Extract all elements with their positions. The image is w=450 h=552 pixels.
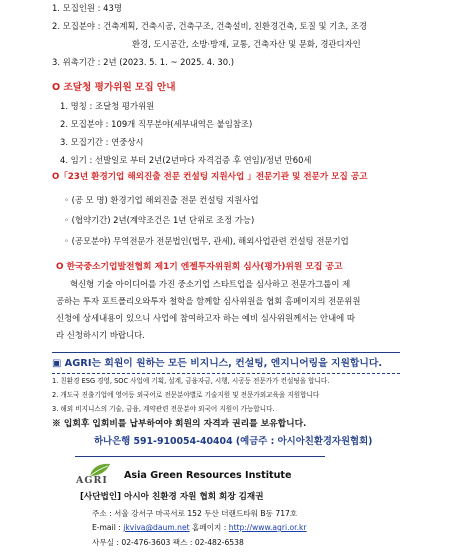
sec1-item: 3. 모집기간 : 연중상시 — [60, 137, 144, 147]
agri-logo — [74, 462, 120, 488]
sec1-title: O 조달청 평가위원 모집 안내 — [52, 82, 176, 93]
website-label: 홈페이지 : — [189, 523, 229, 532]
agri-item: 3. 해외 비지니스의 기술, 금융, 계약관련 전문분야 외국어 지원이 가능합니다. — [52, 405, 275, 413]
agri-membership-note: ※ 입회후 입회비를 납부하여야 회원의 자격과 권리를 보유합니다. — [52, 419, 307, 429]
sec2-item: ◦ (공모분야) 무역전문가 전문법인(법무, 관세), 해외사업관련 컨설팅 전문기업 — [64, 236, 349, 246]
sec1-item: 2. 모집분야 : 109개 직무분야(세부내역은 붙임참조) — [60, 119, 253, 129]
org-address: 주소 : 서울 강서구 마곡서로 152 두산 더랜드타워 B동 717호 — [92, 509, 298, 518]
org-contact-links — [92, 523, 307, 533]
email-label: E-mail : — [92, 523, 124, 532]
org-corporate-name: [사단법인] 아시아 친환경 자원 협회 회장 김재권 — [80, 492, 264, 502]
divider-top — [52, 352, 400, 353]
sec2-item: ◦ (공 모 명) 환경기업 해외진출 전문 컨설팅 지원사업 — [64, 195, 259, 205]
agri-bank-account: 하나은행 591-910054-40404 (예금주 : 아시아친환경자원협회) — [94, 436, 373, 447]
intro-item-fields: 2. 모집분야 : 건축계획, 건축시공, 건축구조, 건축설비, 친환경건축, 토질 및 기초, 조경 — [52, 21, 367, 31]
agri-headline: ▣ AGRI는 회원이 원하는 모든 비지니스, 컨설팅, 엔지니어링을 지원합니다. — [52, 358, 383, 369]
intro-item-recruits: 1. 모집인원 : 43명 — [52, 3, 122, 13]
logo-text: AGRI — [76, 475, 108, 486]
sec1-item: 4. 임기 : 선발일로 부터 2년(2년마다 자격검증 후 연임)/정년 만60세 — [60, 155, 312, 165]
org-english-name: Asia Green Resources Institute — [124, 470, 292, 481]
sec2-item: ◦ (협약기간) 2년(계약조건은 1년 단위로 조정 가능) — [64, 215, 255, 225]
sec3-body-line: 공하는 투자 포트폴리오와투자 철학을 함께할 심사위원을 협회 홈페이지의 전문위원 — [56, 296, 361, 306]
agri-item: 2. 개도국 진출기업에 영어등 외국어로 전문분야별로 기술지원 및 전문가외교육을 지원합니다 — [52, 391, 320, 399]
agri-item: 1. 친환경 ESG 경영, SOC 사업에 기획, 설계, 금융자금, 시행, 시공등 전문가가 컨설팅을 합니다. — [52, 377, 330, 385]
sec3-body-line: 혁신형 기술 아이디어를 가진 중소기업 스타트업을 심사하고 전문가그룹이 제 — [70, 279, 351, 289]
sec3-body-line: 라 신청하시기 바랍니다. — [56, 330, 145, 340]
org-phone-fax: 사무실 : 02-476-3603 팩스 : 02-482-6538 — [92, 538, 244, 547]
divider-footer — [75, 456, 325, 457]
divider-dashed — [52, 373, 400, 374]
sec3-body-line: 신청에 상세내용이 있으니 사업에 참여하고자 하는 예비 심사위원께서는 안내에 따 — [56, 313, 356, 323]
website-link[interactable]: http://www.agri.or.kr — [228, 523, 307, 532]
sec1-item: 1. 명칭 : 조달청 평가위원 — [60, 101, 155, 111]
intro-item-fields-cont: 환경, 도시공간, 소방·방재, 교통, 건축자산 및 문화, 경관디자인 — [132, 39, 361, 49]
email-link[interactable]: jkviva@daum.net — [123, 523, 190, 532]
sec3-title: O 한국중소기업발전협회 제1기 엔젤투자위원회 심사(평가)위원 모집 공고 — [56, 262, 343, 272]
intro-item-term: 3. 위촉기간 : 2년 (2023. 5. 1. ~ 2025. 4. 30.) — [52, 57, 235, 67]
sec2-title: O「23년 환경기업 해외진출 전문 컨설팅 지원사업 」전문기관 및 전문가 모집 공고 — [52, 172, 368, 182]
